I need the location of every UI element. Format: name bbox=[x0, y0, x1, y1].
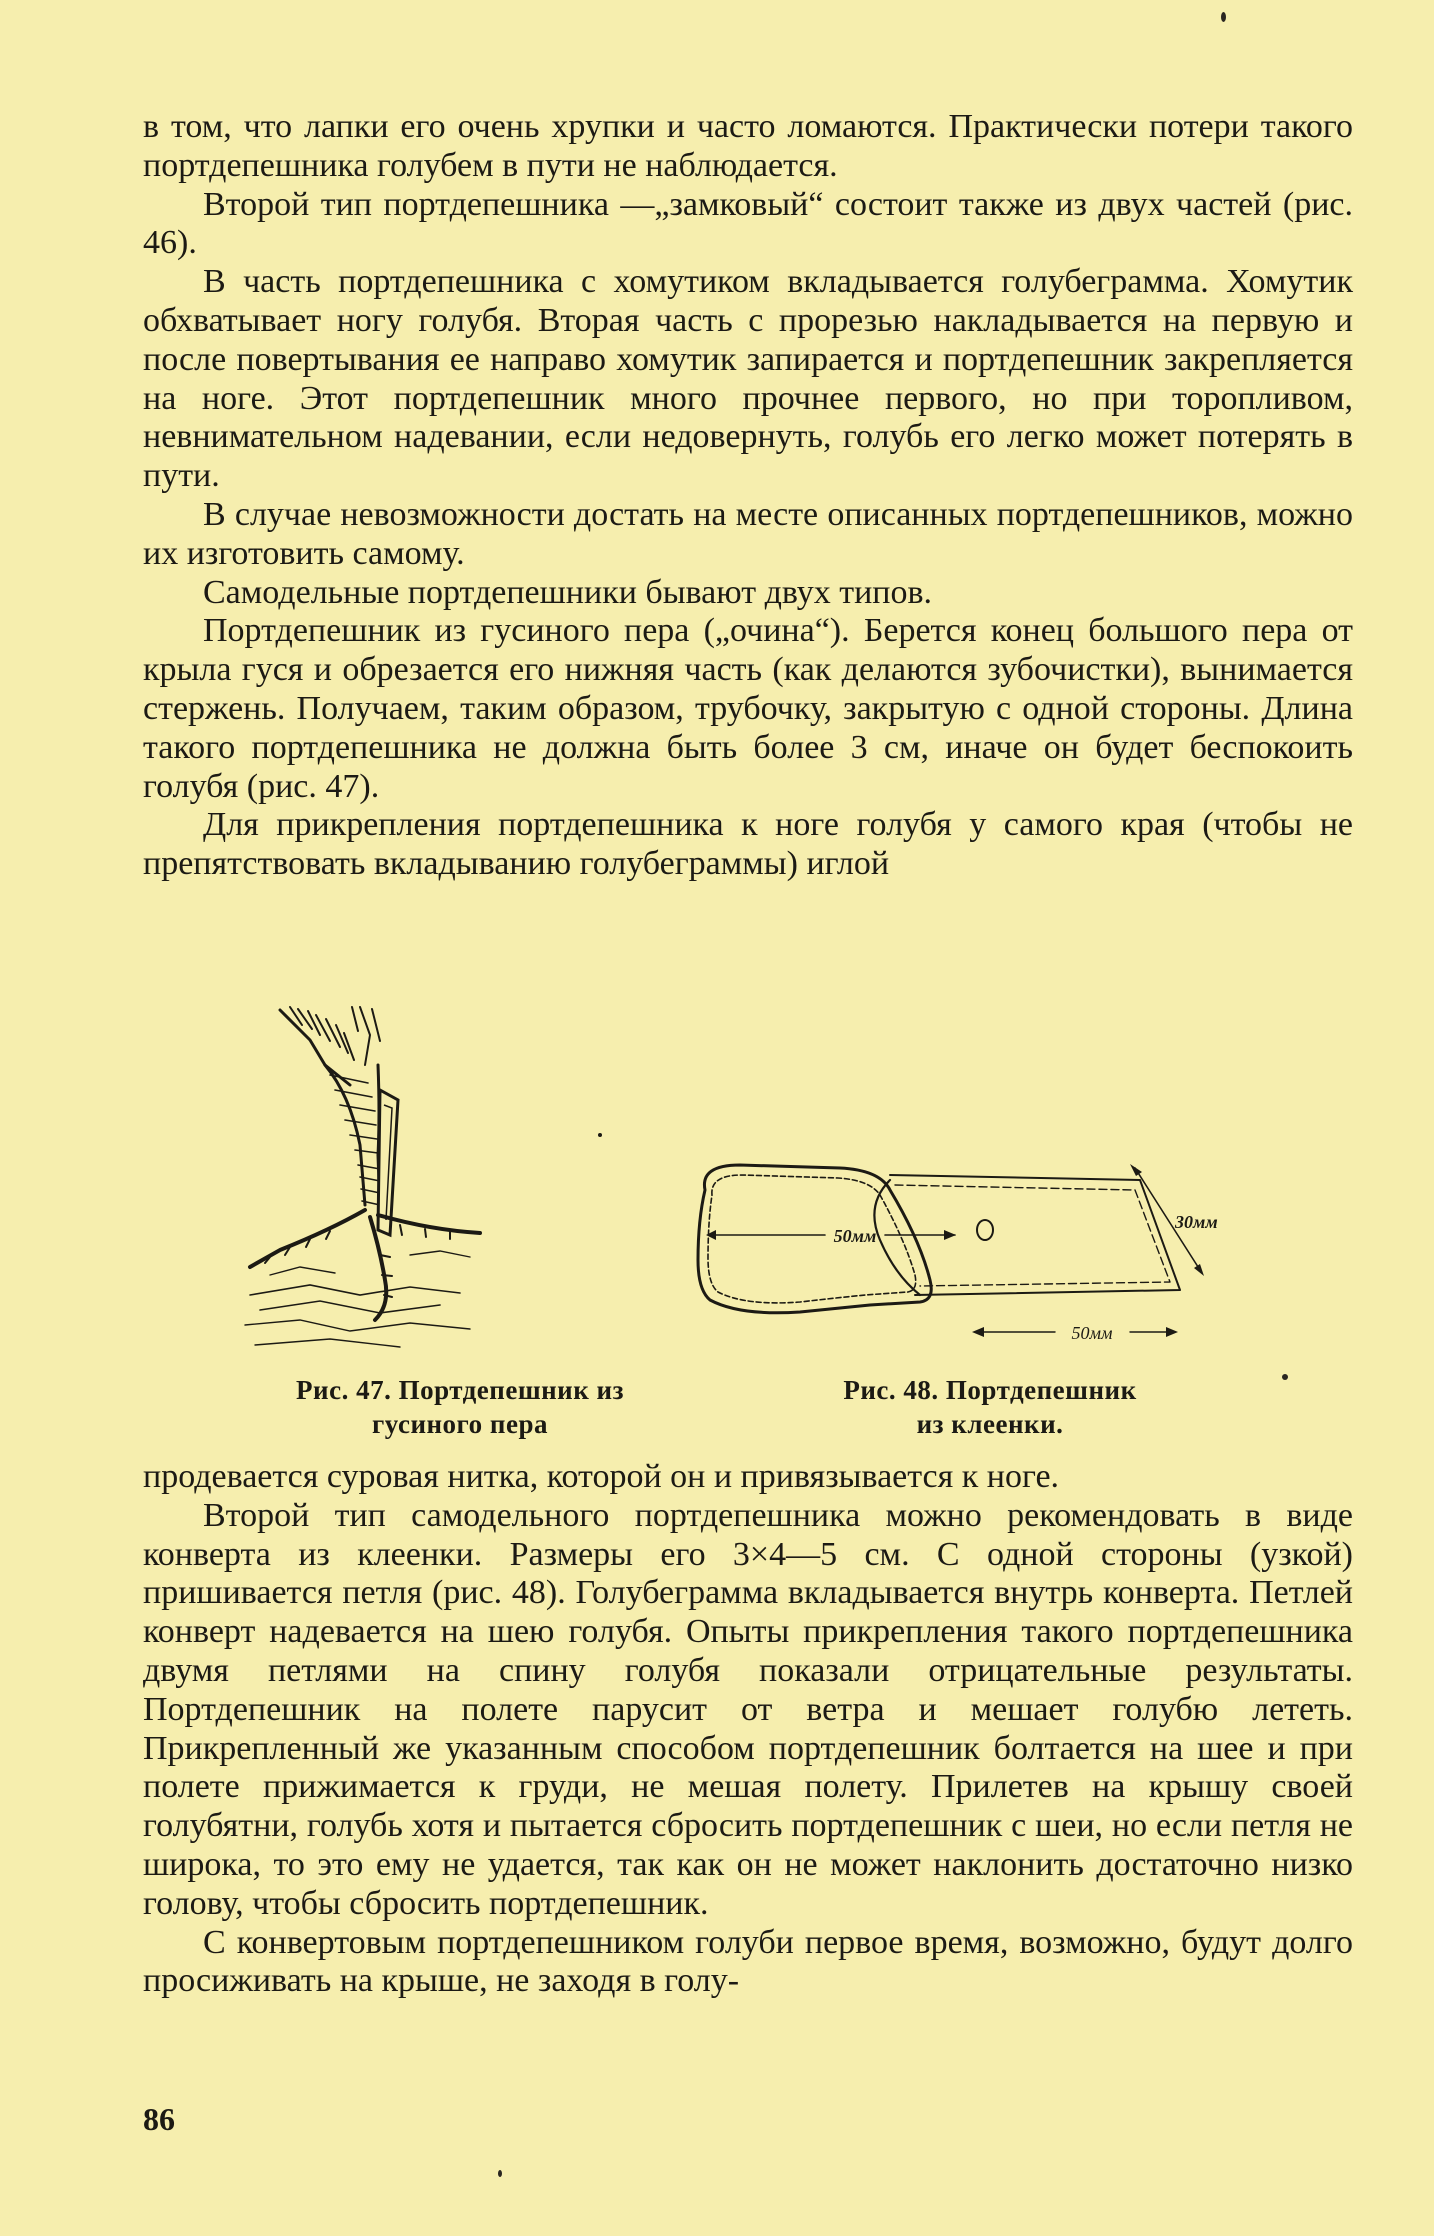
paragraph: С конвертовым портдепешником голуби первое время, возможно, будут долго просиживать на крыше, не заходя в голу- bbox=[143, 1923, 1353, 2000]
paragraph: в том, что лапки его очень хрупки и часто ломаются. Практически потери такого портдепешника голубем в пути не наблюдается. bbox=[143, 108, 1353, 184]
print-speck bbox=[1221, 12, 1226, 22]
figure-48-envelope-diagram bbox=[680, 1150, 1240, 1360]
paragraph: Портдепешник из гусиного пера („очина“). Берется конец большого пера от крыла гуся и обрезается его нижняя часть (как делаются зубочистки), вынимается стержень. Получаем, таким образом, трубочку, закрытую с одной стороны. Длина такого портдепешника не должна быть более 3 см, иначе он будет беспокоить голубя (рис. 47). bbox=[143, 612, 1353, 805]
paragraph: продевается суровая нитка, которой он и привязывается к ноге. bbox=[143, 1458, 1060, 1495]
label-width: 30мм bbox=[1175, 1212, 1218, 1232]
caption-line: Рис. 47. Портдепешник из bbox=[296, 1375, 624, 1405]
body-text-top bbox=[143, 108, 1353, 884]
figure-47-caption bbox=[210, 1373, 710, 1441]
figure-47-quill-illustration bbox=[240, 1005, 660, 1360]
caption-line: гусиного пера bbox=[372, 1409, 548, 1439]
paragraph: Второй тип портдепешника —„замковый“ состоит также из двух частей (рис. 46). bbox=[143, 185, 1353, 262]
page-number: 86 bbox=[143, 2101, 175, 2137]
figure-48-caption bbox=[780, 1373, 1200, 1441]
paragraph: Для прикрепления портдепешника к ноге голубя у самого края (чтобы не препятствовать вкладыванию голубеграммы) иглой bbox=[143, 806, 1353, 883]
print-speck bbox=[498, 2170, 502, 2177]
paragraph: Второй тип самодельного портдепешника можно рекомендовать в виде конверта из клеенки. Размеры его 3×4—5 см. С одной стороны (узкой) пришивается петля (рис. 48). Голубеграмма вкладывается внутрь конверта. Петлей конверт надевается на шею голубя. Опыты прикрепления такого портдепешника двумя петлями на спину голубя показали отрицательные результаты. Портдепешник на полете парусит от ветра и мешает голубю лететь. Прикрепленный же указанным способом портдепешник болтается на шее и при полете прижимается к груди, не мешая полету. Прилетев на крышу своей голубятни, голубь хотя и пытается сбросить портдепешник с шеи, но если петля не широка, то это ему не удается, так как он не может наклонить достаточно низко голову, чтобы сбросить портдепешник. bbox=[143, 1496, 1353, 1922]
label-inner-length: 50мм bbox=[833, 1226, 877, 1246]
caption-line: Рис. 48. Портдепешник bbox=[843, 1375, 1137, 1405]
body-text-bottom bbox=[143, 1458, 1353, 2001]
caption-line: из клеенки. bbox=[916, 1409, 1064, 1439]
paragraph: В случае невозможности достать на месте описанных портдепешников, можно их изготовить самому. bbox=[143, 495, 1353, 572]
paragraph: В часть портдепешника с хомутиком вкладывается голубеграмма. Хомутик обхватывает ногу голубя. Вторая часть с прорезью накладывается на первую и после повертывания ее направо хомутик запирается и портдепешник закрепляется на ноге. Этот портдепешник много прочнее первого, но при торопливом, невнимательном надевании, если недовернуть, голубь его легко может потерять в пути. bbox=[143, 263, 1353, 495]
label-outer-length: 50мм bbox=[1071, 1323, 1113, 1343]
paragraph: Самодельные портдепешники бывают двух типов. bbox=[203, 573, 933, 611]
print-speck bbox=[1282, 1374, 1288, 1380]
